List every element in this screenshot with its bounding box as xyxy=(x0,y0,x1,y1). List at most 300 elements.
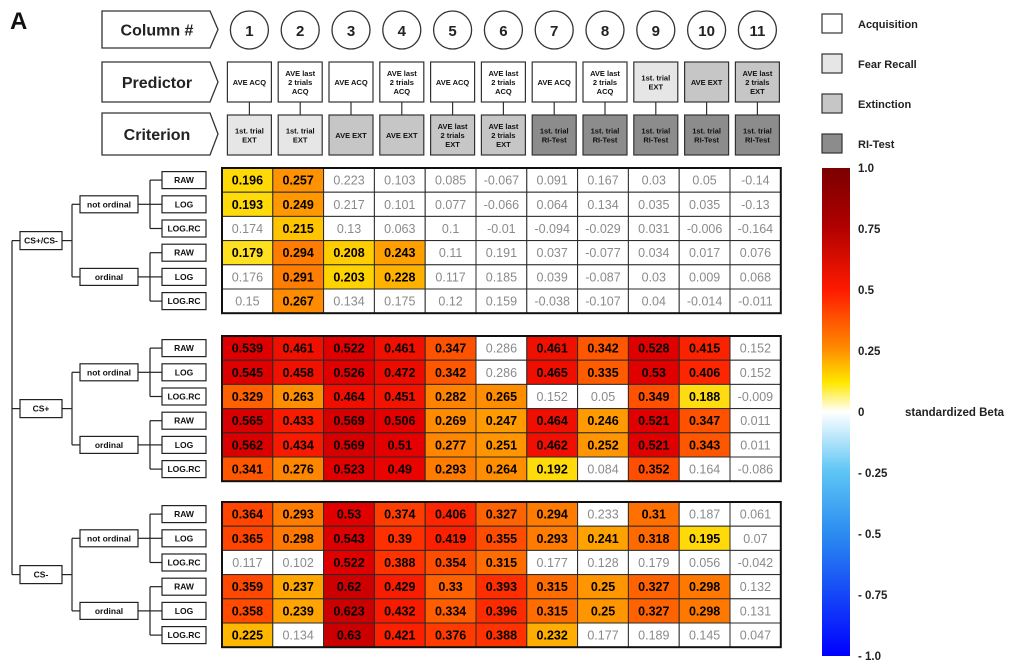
cell-value: 0.191 xyxy=(485,246,518,261)
cell-value: 0.543 xyxy=(333,531,365,546)
phase-legend xyxy=(822,14,918,153)
cell-value: 0.355 xyxy=(485,531,518,546)
predictor-text: AVE ACQ xyxy=(232,78,267,87)
cell-value: 0.434 xyxy=(282,438,314,453)
cell-value: 0.526 xyxy=(333,365,365,380)
cell-value: 0.179 xyxy=(638,556,670,570)
header-column-label: Column # xyxy=(120,22,194,40)
predictor-text: 2 trials xyxy=(491,78,516,87)
row-label: LOG xyxy=(174,199,194,210)
cell-value: 0.334 xyxy=(434,604,467,619)
cell-value: 0.523 xyxy=(333,462,365,477)
cell-value: 0.233 xyxy=(587,507,619,522)
criterion-text: AVE last xyxy=(437,122,468,131)
cell-value: -0.067 xyxy=(483,173,520,188)
cell-value: 0.035 xyxy=(638,197,670,212)
legend-label: Fear Recall xyxy=(858,59,917,71)
cell-value: 0.009 xyxy=(688,270,721,285)
predictor-text: 2 trials xyxy=(745,78,770,87)
criterion-text: EXT xyxy=(292,135,308,145)
cell-value: 0.257 xyxy=(282,173,314,188)
cell-value: 0.358 xyxy=(231,604,264,619)
colorbar-tick: 0.5 xyxy=(858,285,874,297)
cell-value: 0.215 xyxy=(282,222,314,236)
cell-value: 0.569 xyxy=(333,438,365,453)
cell-value: 0.03 xyxy=(641,270,666,285)
cell-value: 0.031 xyxy=(638,222,670,236)
ordinal-label: not ordinal xyxy=(87,199,131,210)
row-label: RAW xyxy=(174,247,194,258)
cell-value: 0.623 xyxy=(333,604,365,619)
cell-value: 0.406 xyxy=(688,365,721,380)
cell-value: 0.365 xyxy=(231,531,264,546)
cell-value: 0.249 xyxy=(282,197,314,212)
cell-value: 0.132 xyxy=(739,580,772,595)
cell-value: 0.102 xyxy=(282,556,314,570)
row-label: LOG.RC xyxy=(167,296,201,307)
cell-value: 0.49 xyxy=(387,462,412,477)
criterion-text: 1st. trial xyxy=(743,126,772,136)
cell-value: 0.091 xyxy=(536,173,568,188)
ordinal-label: not ordinal xyxy=(87,367,131,378)
cell-value: 0.208 xyxy=(333,246,365,261)
cell-value: 0.179 xyxy=(231,246,264,261)
cell-value: 0.056 xyxy=(688,556,721,570)
cell-value: 0.243 xyxy=(384,246,416,261)
column-number: 10 xyxy=(698,23,715,40)
cell-value: 0.341 xyxy=(231,462,264,477)
criterion-text: 1st. trial xyxy=(692,126,721,136)
stimulus-label: CS+/CS- xyxy=(24,235,58,246)
predictor-text: ACQ xyxy=(495,87,512,96)
row-tree xyxy=(12,172,206,644)
colorbar-tick: 0 xyxy=(858,407,865,419)
cell-value: 0.04 xyxy=(641,294,666,309)
cell-value: 0.315 xyxy=(536,580,568,595)
predictor-text: 2 trials xyxy=(592,78,618,87)
cell-value: 0.286 xyxy=(485,341,518,356)
cell-value: 0.315 xyxy=(485,556,518,570)
criterion-text: RI-Test xyxy=(744,135,770,145)
cell-value: 0.415 xyxy=(688,341,721,356)
criterion-text: 1st. trial xyxy=(539,126,569,136)
cell-value: 0.53 xyxy=(641,365,666,380)
cell-value: 0.164 xyxy=(688,462,721,477)
cell-value: 0.62 xyxy=(336,580,362,595)
cell-value: 0.315 xyxy=(536,604,568,619)
cell-value: 0.134 xyxy=(282,628,314,643)
cell-value: 0.064 xyxy=(536,197,568,212)
colorbar xyxy=(822,163,1005,663)
cell-value: 0.354 xyxy=(434,556,467,570)
column-number: 1 xyxy=(245,23,254,40)
colorbar-title: standardized Beta xyxy=(905,407,1005,419)
cell-value: -0.029 xyxy=(585,222,621,236)
cell-value: 0.117 xyxy=(232,556,263,570)
row-label: RAW xyxy=(174,175,194,186)
predictor-text: AVE ACQ xyxy=(537,78,571,87)
cell-value: 0.239 xyxy=(282,604,314,619)
cell-value: 0.084 xyxy=(587,462,619,477)
predictor-text: ACQ xyxy=(596,87,614,96)
cell-value: 0.528 xyxy=(638,341,670,356)
cell-value: 0.433 xyxy=(282,414,314,429)
cell-value: 0.298 xyxy=(688,580,721,595)
cell-value: 0.396 xyxy=(485,604,518,619)
cell-value: 0.134 xyxy=(333,294,365,309)
stimulus-label: CS- xyxy=(33,569,49,580)
criterion-text: RI-Test xyxy=(643,135,669,145)
cell-value: 0.128 xyxy=(587,556,619,570)
column-number: 6 xyxy=(499,23,508,40)
cell-value: 0.539 xyxy=(231,341,264,356)
cell-value: 0.152 xyxy=(739,341,772,356)
cell-value: 0.347 xyxy=(434,341,467,356)
cell-value: 0.252 xyxy=(587,438,619,453)
cell-value: 0.117 xyxy=(435,270,466,285)
column-number: 5 xyxy=(448,23,457,40)
cell-value: 0.175 xyxy=(384,294,416,309)
predictor-text: AVE ACQ xyxy=(435,78,470,87)
cell-value: 0.195 xyxy=(688,531,721,546)
cell-value: 0.393 xyxy=(485,580,518,595)
cell-value: 0.047 xyxy=(739,628,772,643)
header-criterion-label: Criterion xyxy=(123,127,191,144)
cell-value: 0.282 xyxy=(434,390,467,404)
cell-value: 0.232 xyxy=(536,628,568,643)
cell-value: 0.464 xyxy=(536,414,568,429)
cell-value: 0.53 xyxy=(336,507,362,522)
cell-value: 0.276 xyxy=(282,462,314,477)
colorbar-gradient xyxy=(822,168,850,656)
cell-value: 0.359 xyxy=(231,580,264,595)
cell-value: 0.63 xyxy=(336,628,362,643)
cell-value: 0.461 xyxy=(536,341,568,356)
ordinal-label: not ordinal xyxy=(87,533,131,544)
predictor-text: 1st. trial xyxy=(641,73,671,83)
cell-value: 0.25 xyxy=(590,604,616,619)
cell-value: 0.189 xyxy=(638,628,670,643)
cell-value: 0.429 xyxy=(384,580,416,595)
row-label: RAW xyxy=(174,509,194,520)
column-number: 3 xyxy=(346,23,356,40)
column-headers xyxy=(102,11,779,155)
cell-value: 0.33 xyxy=(438,580,463,595)
cell-value: -0.094 xyxy=(534,222,570,236)
cell-value: 0.035 xyxy=(688,197,721,212)
cell-value: 0.294 xyxy=(282,246,314,261)
cell-value: 0.152 xyxy=(739,365,772,380)
predictor-text: 2 trials xyxy=(288,78,313,87)
cell-value: 0.203 xyxy=(333,270,365,285)
cell-value: 0.1 xyxy=(441,222,460,236)
row-label: LOG xyxy=(174,605,194,616)
cell-value: 0.51 xyxy=(387,438,412,453)
predictor-text: AVE ACQ xyxy=(334,78,368,87)
cell-value: 0.286 xyxy=(485,365,518,380)
criterion-text: AVE EXT xyxy=(386,131,418,140)
cell-value: 0.291 xyxy=(282,270,314,285)
cell-value: 0.569 xyxy=(333,414,365,429)
cell-value: 0.347 xyxy=(688,414,721,429)
criterion-text: AVE last xyxy=(488,122,519,131)
predictor-text: AVE last xyxy=(386,69,417,78)
cell-value: 0.177 xyxy=(587,628,619,643)
colorbar-tick: 1.0 xyxy=(858,163,874,175)
colorbar-tick: - 0.25 xyxy=(858,468,888,480)
cell-value: 0.15 xyxy=(235,294,260,309)
criterion-text: 2 trials xyxy=(440,131,465,140)
cell-value: 0.31 xyxy=(641,507,666,522)
cell-value: -0.14 xyxy=(741,173,770,188)
cell-value: 0.134 xyxy=(587,197,619,212)
stimulus-label: CS+ xyxy=(32,403,50,414)
row-label: RAW xyxy=(174,581,194,592)
predictor-text: AVE last xyxy=(742,69,773,78)
cell-value: 0.03 xyxy=(641,173,666,188)
cell-value: 0.264 xyxy=(485,462,518,477)
cell-value: -0.009 xyxy=(737,390,774,404)
criterion-text: EXT xyxy=(445,140,460,149)
colorbar-tick: - 0.75 xyxy=(858,590,888,602)
cell-value: 0.247 xyxy=(485,414,518,429)
ordinal-label: ordinal xyxy=(94,271,124,282)
cell-value: 0.293 xyxy=(434,462,467,477)
colorbar-tick: 0.75 xyxy=(858,224,881,236)
cell-value: 0.011 xyxy=(740,414,771,429)
cell-value: 0.421 xyxy=(384,628,416,643)
cell-value: 0.462 xyxy=(536,438,568,453)
cell-value: 0.521 xyxy=(638,414,670,429)
column-number: 9 xyxy=(651,23,660,40)
predictor-text: AVE last xyxy=(590,69,620,78)
cell-value: 0.318 xyxy=(638,531,670,546)
column-number: 2 xyxy=(296,23,305,40)
panel-label: A xyxy=(10,8,28,35)
cell-value: 0.294 xyxy=(536,507,568,522)
cell-value: 0.185 xyxy=(485,270,518,285)
cell-value: 0.277 xyxy=(434,438,467,453)
predictor-text: AVE last xyxy=(285,69,316,78)
legend-swatch xyxy=(822,14,842,33)
cell-value: -0.042 xyxy=(737,556,774,570)
legend-swatch xyxy=(822,134,842,153)
cell-value: 0.176 xyxy=(231,270,264,285)
cell-value: 0.298 xyxy=(688,604,721,619)
row-label: LOG.RC xyxy=(167,630,201,641)
cell-value: 0.432 xyxy=(384,604,416,619)
cell-value: 0.522 xyxy=(333,556,365,570)
cell-value: -0.107 xyxy=(585,294,621,309)
cell-value: 0.174 xyxy=(231,222,264,236)
cell-value: -0.087 xyxy=(585,270,621,285)
row-label: RAW xyxy=(174,343,194,354)
legend-label: RI-Test xyxy=(858,139,895,151)
cell-value: 0.017 xyxy=(688,246,721,261)
cell-value: 0.085 xyxy=(434,173,467,188)
cell-value: 0.352 xyxy=(638,462,670,477)
cell-value: 0.293 xyxy=(536,531,568,546)
cell-value: 0.152 xyxy=(536,390,568,404)
cell-value: 0.263 xyxy=(282,390,314,404)
predictor-text: AVE EXT xyxy=(690,78,723,87)
cell-value: 0.458 xyxy=(282,365,314,380)
criterion-text: RI-Test xyxy=(541,135,567,145)
row-label: LOG xyxy=(174,271,194,282)
legend-label: Extinction xyxy=(858,99,912,111)
legend-swatch xyxy=(822,94,842,113)
criterion-text: 1st. trial xyxy=(641,126,671,136)
cell-value: 0.329 xyxy=(231,390,264,404)
cell-value: 0.293 xyxy=(282,507,314,522)
cell-value: -0.014 xyxy=(686,294,723,309)
cell-value: 0.269 xyxy=(434,414,467,429)
cell-value: 0.522 xyxy=(333,341,365,356)
criterion-text: RI-Test xyxy=(592,135,618,145)
cell-value: 0.192 xyxy=(536,462,568,477)
cell-value: 0.342 xyxy=(587,341,619,356)
colorbar-tick: 0.25 xyxy=(858,346,881,358)
cell-value: -0.038 xyxy=(534,294,570,309)
cell-value: -0.066 xyxy=(483,197,520,212)
legend-swatch xyxy=(822,54,842,73)
column-number: 11 xyxy=(749,23,766,40)
cell-value: 0.472 xyxy=(384,365,416,380)
row-label: LOG.RC xyxy=(167,464,201,475)
row-label: LOG.RC xyxy=(167,223,201,234)
row-label: LOG xyxy=(174,367,194,378)
colorbar-tick: - 1.0 xyxy=(858,651,882,663)
cell-value: 0.193 xyxy=(231,197,264,212)
cell-value: 0.545 xyxy=(231,365,264,380)
cell-value: 0.223 xyxy=(333,173,365,188)
cell-value: 0.188 xyxy=(688,390,721,404)
cell-value: 0.349 xyxy=(638,390,670,404)
cell-value: 0.217 xyxy=(333,197,365,212)
cell-value: 0.13 xyxy=(336,222,362,236)
column-number: 7 xyxy=(550,23,559,40)
cell-value: 0.196 xyxy=(231,173,264,188)
column-number: 8 xyxy=(600,23,610,40)
cell-value: 0.419 xyxy=(434,531,467,546)
criterion-text: 1st. trial xyxy=(235,126,264,136)
criterion-text: EXT xyxy=(242,135,257,145)
cell-value: 0.063 xyxy=(384,222,416,236)
cell-value: 0.565 xyxy=(231,414,264,429)
predictor-text: EXT xyxy=(648,82,664,92)
cell-value: 0.298 xyxy=(282,531,314,546)
predictor-text: ACQ xyxy=(393,87,411,96)
cell-value: 0.562 xyxy=(231,438,264,453)
criterion-text: 1st. trial xyxy=(590,126,620,136)
cell-value: -0.077 xyxy=(585,246,621,261)
cell-value: 0.011 xyxy=(740,438,771,453)
cell-value: 0.364 xyxy=(231,507,264,522)
cell-value: 0.11 xyxy=(438,246,463,261)
row-label: LOG xyxy=(174,439,194,450)
cell-value: 0.388 xyxy=(485,628,518,643)
cell-value: 0.267 xyxy=(282,294,314,309)
row-label: RAW xyxy=(174,415,194,426)
row-label: LOG.RC xyxy=(167,557,201,568)
cell-value: 0.068 xyxy=(739,270,772,285)
cell-value: 0.265 xyxy=(485,390,518,404)
cell-value: 0.061 xyxy=(739,507,772,522)
predictor-text: AVE last xyxy=(488,69,519,78)
cell-value: 0.388 xyxy=(384,556,416,570)
ordinal-label: ordinal xyxy=(94,439,124,450)
cell-value: 0.039 xyxy=(536,270,568,285)
cell-value: 0.376 xyxy=(434,628,467,643)
cell-value: 0.101 xyxy=(384,197,416,212)
cell-value: 0.251 xyxy=(485,438,518,453)
cell-value: 0.07 xyxy=(743,531,768,546)
criterion-text: 1st. trial xyxy=(285,126,315,136)
cell-value: 0.327 xyxy=(638,580,670,595)
criterion-text: EXT xyxy=(496,140,511,149)
cell-value: -0.164 xyxy=(737,222,774,236)
header-predictor-label: Predictor xyxy=(121,75,193,92)
cell-value: 0.159 xyxy=(485,294,518,309)
column-number: 4 xyxy=(397,23,406,40)
cell-value: 0.327 xyxy=(485,507,518,522)
heatmap xyxy=(222,168,781,647)
cell-value: 0.145 xyxy=(688,628,721,643)
criterion-text: AVE EXT xyxy=(335,131,367,140)
cell-value: 0.342 xyxy=(434,365,467,380)
ordinal-label: ordinal xyxy=(94,605,124,616)
cell-value: 0.077 xyxy=(434,197,467,212)
cell-value: 0.037 xyxy=(536,246,568,261)
cell-value: 0.461 xyxy=(384,341,416,356)
colorbar-tick: - 0.5 xyxy=(858,529,882,541)
cell-value: 0.335 xyxy=(587,365,619,380)
cell-value: 0.228 xyxy=(384,270,416,285)
cell-value: 0.406 xyxy=(434,507,467,522)
cell-value: 0.465 xyxy=(536,365,568,380)
cell-value: 0.39 xyxy=(387,531,412,546)
cell-value: 0.05 xyxy=(692,173,717,188)
predictor-text: EXT xyxy=(750,87,765,96)
row-label: LOG.RC xyxy=(167,391,201,402)
cell-value: 0.464 xyxy=(333,390,365,404)
cell-value: 0.167 xyxy=(587,173,619,188)
cell-value: 0.05 xyxy=(590,390,616,404)
cell-value: -0.01 xyxy=(487,222,516,236)
cell-value: 0.246 xyxy=(587,414,619,429)
predictor-text: 2 trials xyxy=(389,78,414,87)
cell-value: 0.461 xyxy=(282,341,314,356)
cell-value: -0.086 xyxy=(737,462,774,477)
cell-value: 0.327 xyxy=(638,604,670,619)
cell-value: 0.187 xyxy=(688,507,721,522)
cell-value: -0.13 xyxy=(741,197,770,212)
row-label: LOG xyxy=(174,533,194,544)
cell-value: 0.103 xyxy=(384,173,416,188)
cell-value: 0.177 xyxy=(536,556,568,570)
cell-value: 0.241 xyxy=(587,531,619,546)
cell-value: 0.034 xyxy=(638,246,670,261)
cell-value: 0.076 xyxy=(739,246,772,261)
cell-value: 0.451 xyxy=(384,390,416,404)
cell-value: 0.374 xyxy=(384,507,416,522)
criterion-text: RI-Test xyxy=(694,135,720,145)
cell-value: 0.12 xyxy=(438,294,463,309)
cell-value: -0.011 xyxy=(738,294,773,309)
cell-value: 0.131 xyxy=(739,604,772,619)
cell-value: 0.506 xyxy=(384,414,416,429)
criterion-text: 2 trials xyxy=(491,131,516,140)
